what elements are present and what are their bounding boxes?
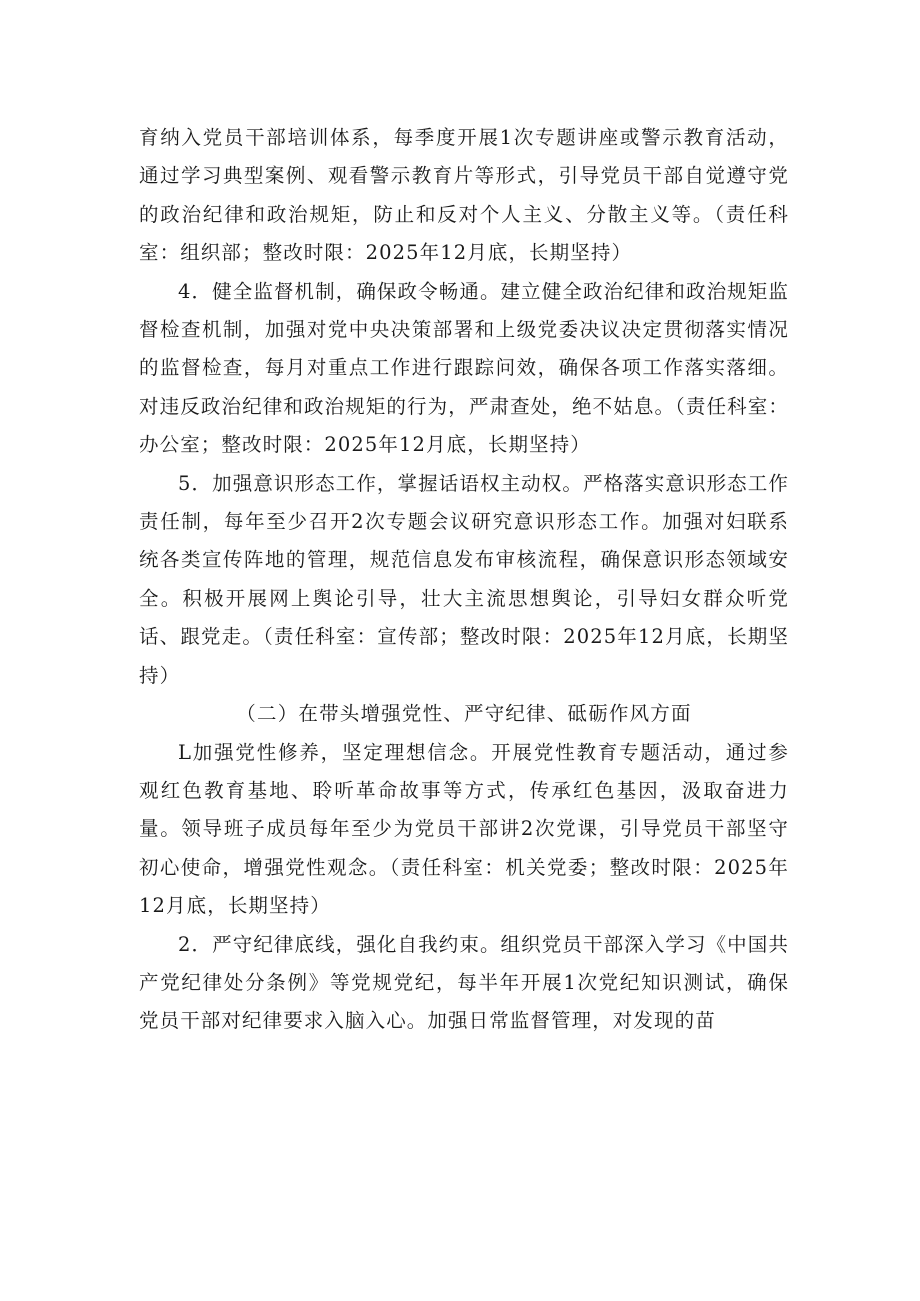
paragraph-item-5: 5．加强意识形态工作，掌握话语权主动权。严格落实意识形态工作责任制，每年至少召开2次专题会议研究意识形态工作。加强对妇联系统各类宣传阵地的管理，规范信息发布审核流程，确保意识形态领域安全。积极开展网上舆论引导，壮大主流思想舆论，引导妇女群众听党话、跟党走。（责任科室：宣传部；整改时限：2025年12月底，长期坚持） (139, 471, 789, 687)
paragraph-section2-item-2: 2．严守纪律底线，强化自我约束。组织党员干部深入学习《中国共产党纪律处分条例》等党规党纪，每半年开展1次党纪知识测试，确保党员干部对纪律要求入脑入心。加强日常监督管理，对发现的苗 (139, 932, 789, 1033)
paragraph-continued: 育纳入党员干部培训体系，每季度开展1次专题讲座或警示教育活动，通过学习典型案例、观看警示教育片等形式，引导党员干部自觉遵守党的政治纪律和政治规矩，防止和反对个人主义、分散主义等。（责任科室：组织部；整改时限：2025年12月底，长期坚持） (139, 126, 789, 265)
document-body (139, 119, 789, 1041)
section-heading: （二）在带头增强党性、严守纪律、砥砺作风方面 (236, 702, 692, 726)
paragraph-section2-item-1: L加强党性修养，坚定理想信念。开展党性教育专题活动，通过参观红色教育基地、聆听革命故事等方式，传承红色基因，汲取奋进力量。领导班子成员每年至少为党员干部讲2次党课，引导党员干部坚守初心使命，增强党性观念。（责任科室：机关党委；整改时限：2025年12月底，长期坚持） (139, 740, 789, 918)
paragraph-item-4: 4．健全监督机制，确保政令畅通。建立健全政治纪律和政治规矩监督检查机制，加强对党中央决策部署和上级党委决议决定贯彻落实情况的监督检查，每月对重点工作进行跟踪问效，确保各项工作落实落细。对违反政治纪律和政治规矩的行为，严肃查处，绝不姑息。（责任科室：办公室；整改时限：2025年12月底，长期坚持） (139, 279, 789, 457)
